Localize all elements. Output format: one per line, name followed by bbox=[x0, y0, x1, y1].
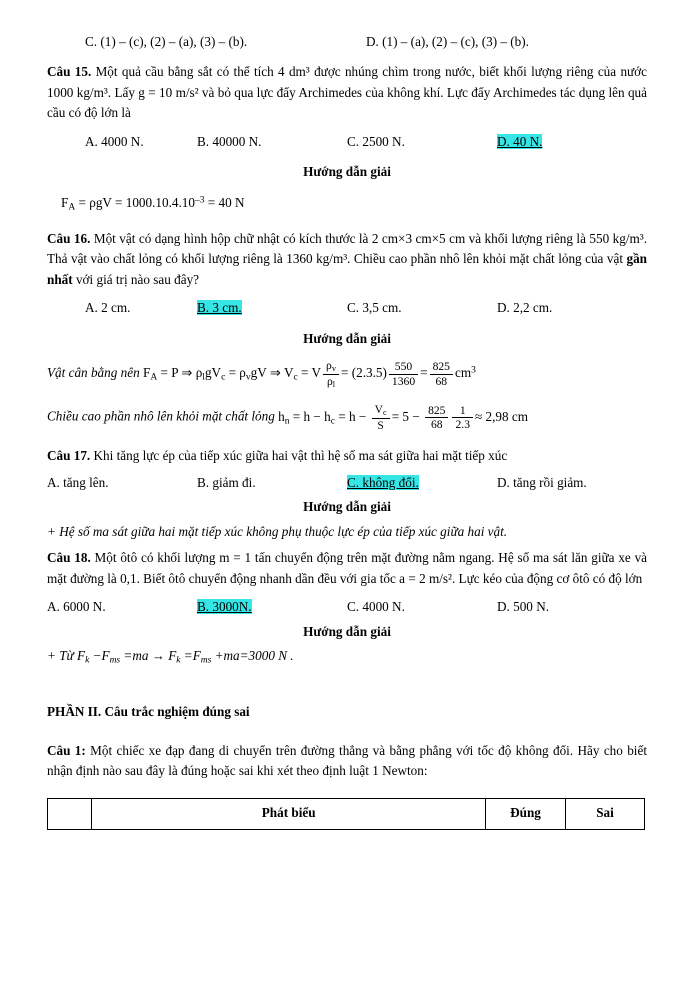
question-18 bbox=[47, 548, 647, 589]
option-b[interactable]: B. 40000 N. bbox=[197, 133, 262, 149]
header-index bbox=[48, 798, 92, 829]
option-b[interactable] bbox=[197, 597, 347, 617]
question-17-solution: + Hệ số ma sát giữa hai mặt tiếp xúc không phụ thuộc lực ép của tiếp xúc giữa hai vật. bbox=[47, 523, 508, 539]
option-c[interactable]: C. 2500 N. bbox=[347, 133, 405, 149]
question-16-label: Câu 16. bbox=[47, 230, 91, 246]
question-16-text-end: với giá trị nào sau đây? bbox=[72, 271, 200, 287]
part2-question-1 bbox=[47, 741, 647, 782]
solution-prefix-2: Chiều cao phần nhô lên khỏi mặt chất lỏng bbox=[47, 409, 279, 424]
part2-question-1-label: Câu 1: bbox=[47, 742, 86, 758]
option-b-highlight: B. 3 cm. bbox=[197, 300, 242, 316]
option-c-highlight: C. không đổi. bbox=[347, 474, 419, 490]
question-16 bbox=[47, 229, 647, 290]
option-a[interactable]: A. tăng lên. bbox=[47, 474, 109, 490]
question-18-guide-title: Hướng dẫn giải bbox=[303, 623, 391, 639]
option-b-highlight: B. 3000N. bbox=[197, 599, 252, 615]
statements-table bbox=[47, 798, 645, 830]
question-16-options bbox=[47, 298, 647, 318]
question-16-guide-title: Hướng dẫn giải bbox=[303, 330, 391, 346]
solution-math: $F_A = P$ ⇒ $\rho_lgV_c = \rho_vgV$ ⇒ $V_c = V$ $\frac{\rho_v}{\rho_l}$ = (2.3.5) $\frac{550}{1360}$ = $\frac{825}{68}$ $cm^3$ bbox=[142, 359, 476, 389]
option-c[interactable]: C. 4000 N. bbox=[347, 599, 405, 615]
part2-title: PHẦN II. Câu trắc nghiệm đúng sai bbox=[47, 704, 250, 720]
question-17-text: Khi tăng lực ép của tiếp xúc giữa hai vật thì hệ số ma sát giữa hai mặt tiếp xúc bbox=[90, 448, 508, 464]
option-d[interactable] bbox=[497, 132, 647, 152]
solution-prefix: Vật cân bằng nên bbox=[47, 365, 143, 381]
question-18-solution: + Từ $F_k -F_{ms} =ma \to F_k =F_{ms} +ma=3000$ N . bbox=[47, 648, 294, 666]
question-16-solution-line1 bbox=[47, 359, 647, 389]
question-18-text: Một ôtô có khối lượng m = 1 tấn chuyển động trên mặt đường nằm ngang. Hệ số ma sát lăn giữa xe và mặt đường là 0,1. Biết ôtô chuyển động nhanh dần đều với gia tốc a = 2 m/s². Lực kéo của động cơ ôtô có độ lớn bbox=[47, 550, 648, 586]
question-17 bbox=[47, 446, 647, 466]
question-16-solution-line2 bbox=[47, 403, 647, 432]
header-statement: Phát biểu bbox=[92, 798, 486, 829]
question-17-options bbox=[47, 473, 647, 493]
question-18-options bbox=[47, 597, 647, 617]
solution-math-2: $h_n = h - h_c = h$ − $\frac{V_c}{S}$ = 5 − $\frac{825}{68}$ $\frac{1}{2.3}$ ≈ 2,98 cm bbox=[278, 403, 529, 433]
question-15-guide-title: Hướng dẫn giải bbox=[303, 164, 391, 180]
question-15-text: Một quả cầu bằng sắt có thể tích 4 dm³ được nhúng chìm trong nước, biết khối lượng riêng của nước 1000 kg/m³. Lấy g = 10 m/s² và bỏ qua lực đẩy Archimedes của không khí. Lực đẩy Archimedes tác dụng lên quả cầu có độ lớn là bbox=[47, 64, 648, 121]
option-b[interactable] bbox=[197, 298, 347, 318]
option-a[interactable]: A. 2 cm. bbox=[85, 300, 131, 316]
top-choices-row bbox=[47, 32, 647, 52]
option-c[interactable] bbox=[347, 473, 497, 493]
question-15 bbox=[47, 62, 647, 123]
question-15-solution: $F_A = \rho gV = 1000.10.4.10^{-3} = 40$ N bbox=[61, 194, 245, 213]
option-d[interactable]: D. tăng rồi giảm. bbox=[497, 474, 587, 490]
question-16-emphasis: gần nhất bbox=[47, 251, 647, 287]
option-d[interactable]: D. 500 N. bbox=[497, 599, 550, 615]
top-choice-c: C. (1) – (c), (2) – (a), (3) – (b). bbox=[85, 34, 248, 49]
question-15-options bbox=[47, 132, 647, 152]
header-true: Đúng bbox=[486, 798, 566, 829]
header-false: Sai bbox=[565, 798, 644, 829]
question-17-guide-title: Hướng dẫn giải bbox=[303, 499, 391, 515]
question-18-label: Câu 18. bbox=[47, 550, 91, 566]
option-b[interactable]: B. giảm đi. bbox=[197, 474, 256, 490]
document-content bbox=[47, 32, 647, 830]
question-15-label: Câu 15. bbox=[47, 64, 92, 80]
option-d[interactable]: D. 2,2 cm. bbox=[497, 300, 553, 316]
option-a[interactable]: A. 4000 N. bbox=[85, 133, 144, 149]
option-a[interactable]: A. 6000 N. bbox=[47, 599, 106, 615]
question-17-label: Câu 17. bbox=[47, 448, 91, 464]
option-c[interactable]: C. 3,5 cm. bbox=[347, 300, 402, 316]
table-header-row bbox=[48, 798, 645, 829]
part2-question-1-text: Một chiếc xe đạp đang di chuyển trên đường thẳng và bằng phẳng với tốc độ không đổi. Hãy cho biết nhận định nào sau đây là đúng hoặc sai khi xét theo định luật 1 Newton: bbox=[47, 742, 647, 779]
top-choice-d: D. (1) – (a), (2) – (c), (3) – (b). bbox=[366, 34, 529, 49]
option-d-highlight: D. 40 N. bbox=[497, 133, 543, 149]
question-16-text: Một vật có dạng hình hộp chữ nhật có kích thước là 2 cm×3 cm×5 cm và khối lượng riêng là 550 kg/m³. Thả vật vào chất lỏng có khối lượng riêng là 1360 kg/m³. Chiều cao phần nhô lên khỏi mặt chất lỏng của vật bbox=[47, 230, 647, 267]
